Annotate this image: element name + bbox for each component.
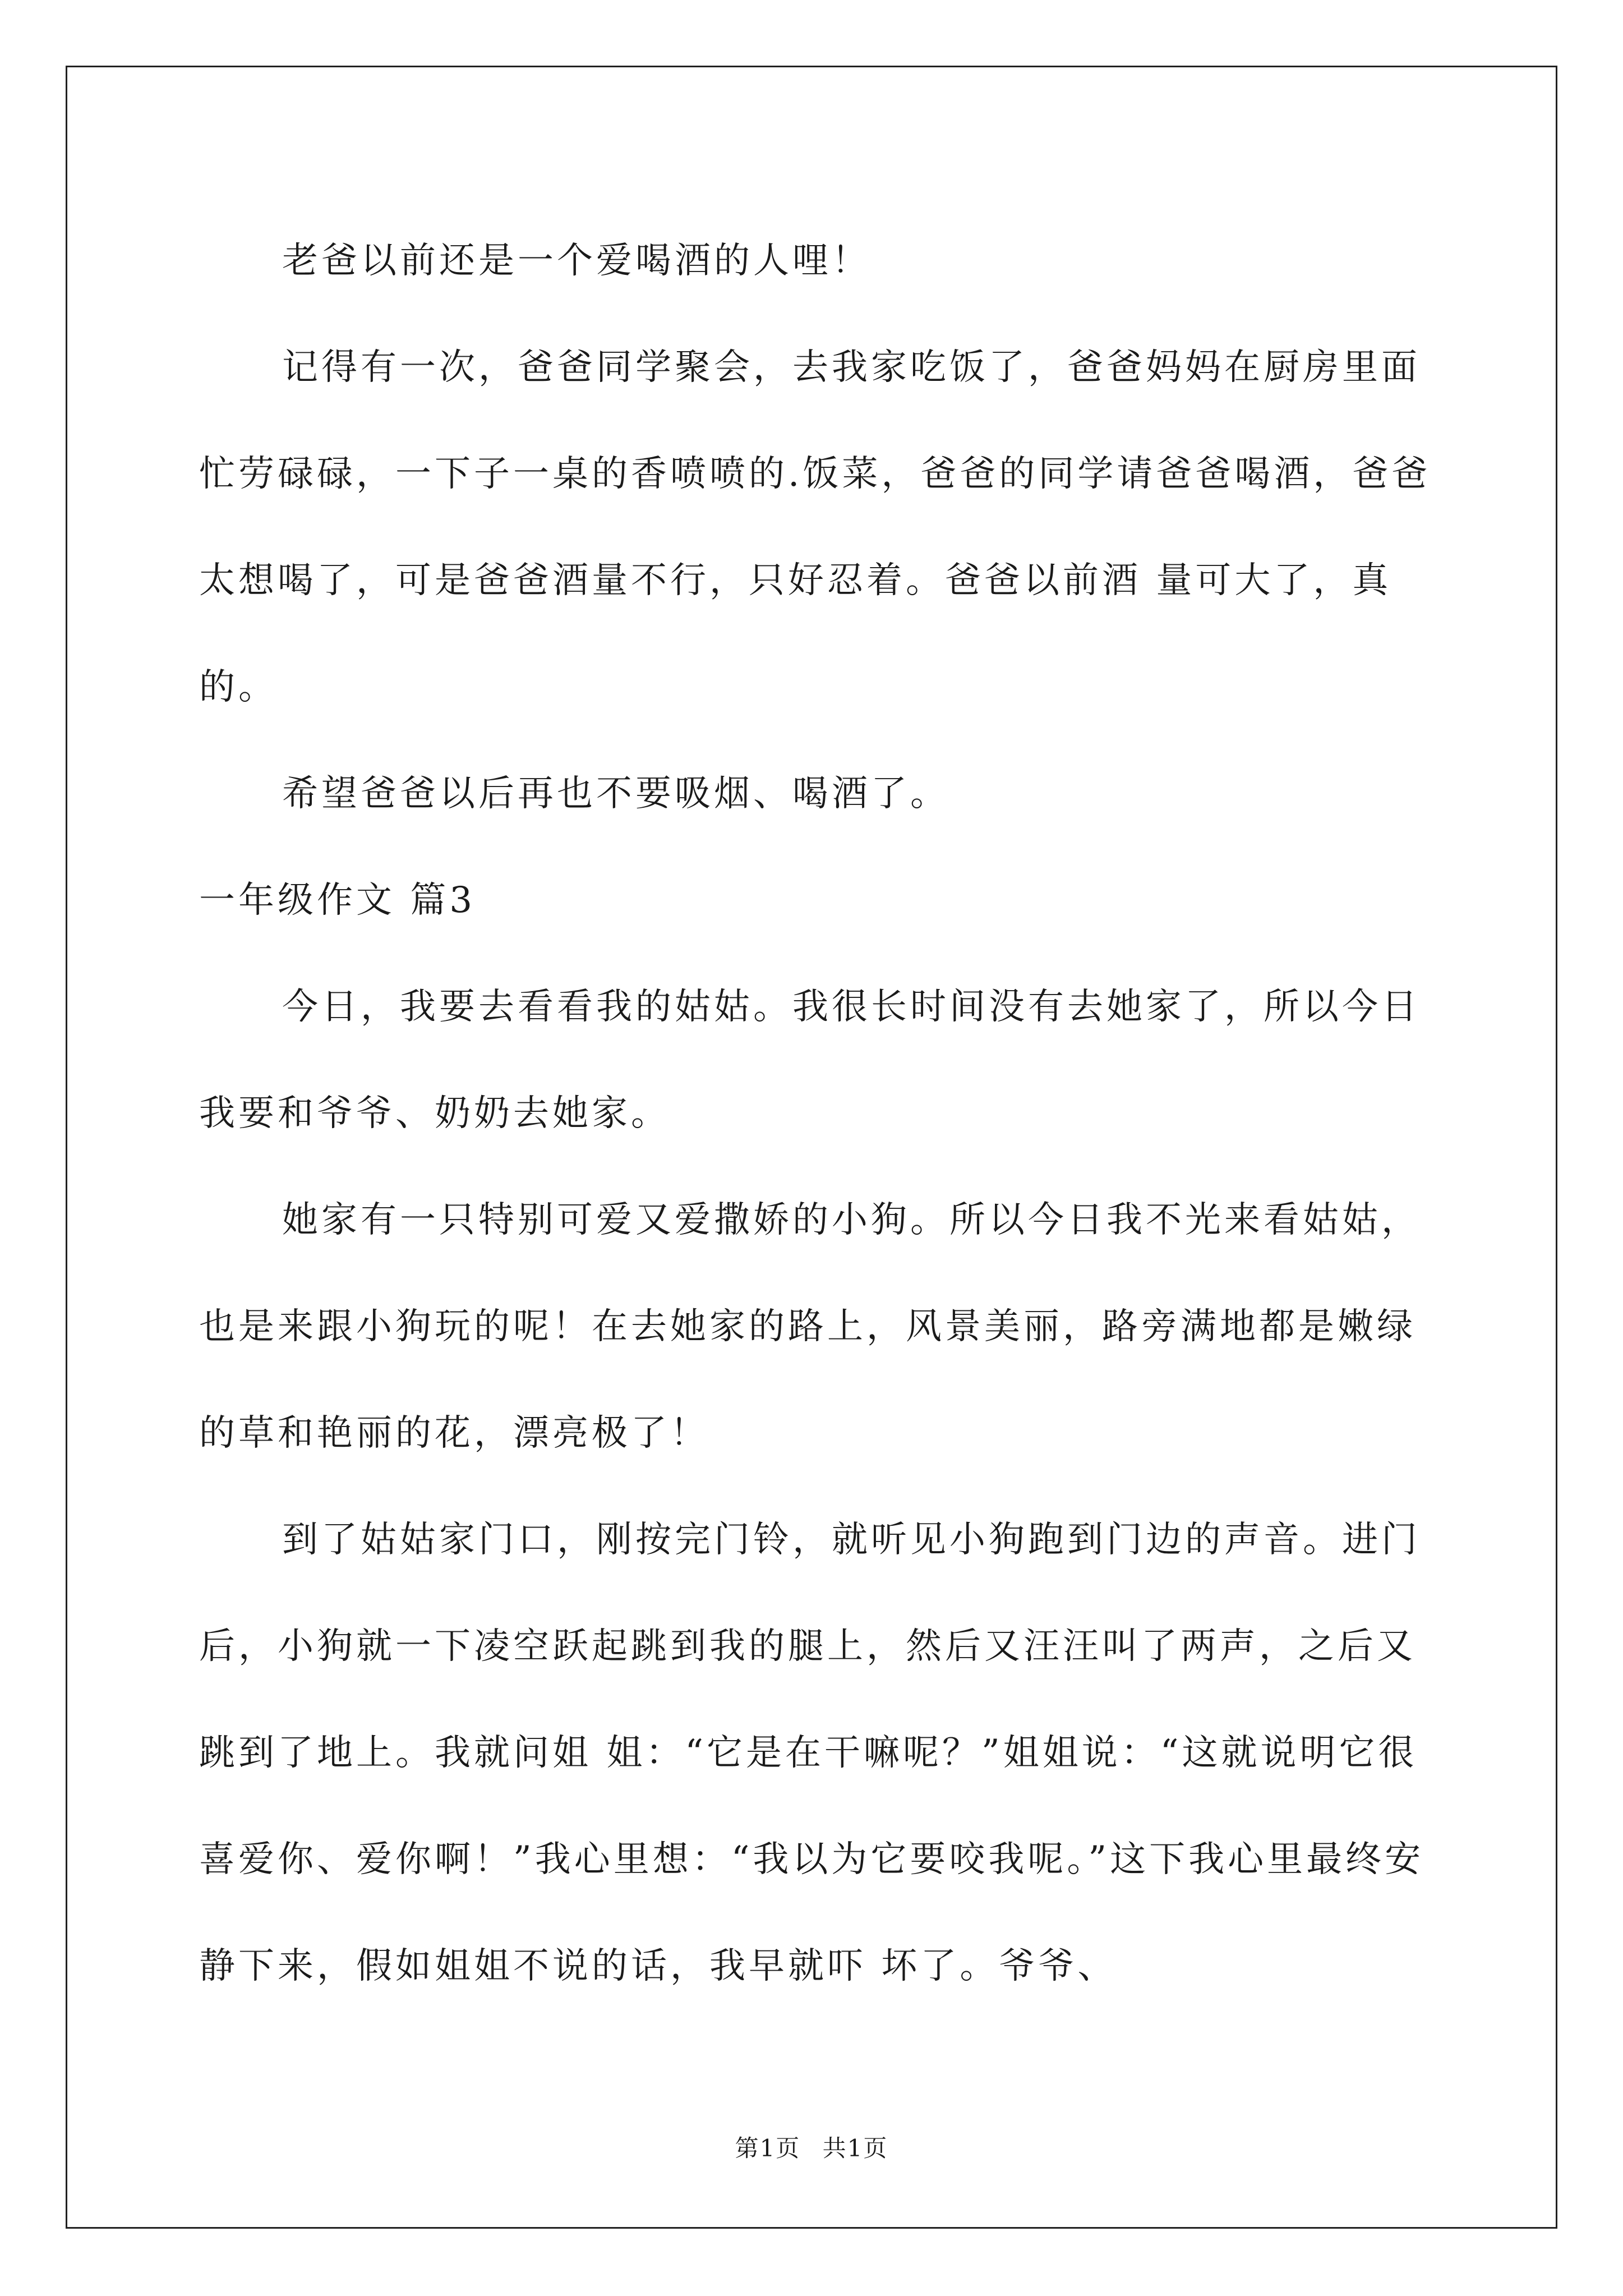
paragraph: 老爸以前还是一个爱喝酒的人哩！: [282, 240, 871, 282]
page-number-current: 第1页: [735, 2134, 801, 2162]
section-heading: 一年级作文 篇3: [199, 880, 476, 921]
paragraph: 今日，我要去看看我的姑姑。我很长时间没有去她家了，所以今日我要和爷爷、奶奶去她家。: [199, 986, 1421, 1134]
paragraph: 她家有一只特别可爱又爱撒娇的小狗。所以今日我不光来看姑姑，也是来跟小狗玩的呢！在去她家的路上，风景美丽，路旁满地都是嫩绿的草和艳丽的花，漂亮极了！: [199, 1199, 1421, 1454]
paragraph: 记得有一次，爸爸同学聚会，去我家吃饭了，爸爸妈妈在厨房里面忙劳碌碌，一下子一桌的香喷喷的.饭菜，爸爸的同学请爸爸喝酒，爸爸太想喝了，可是爸爸酒量不行，只好忍着。爸爸以前酒 量可大了，真的。: [199, 347, 1431, 708]
paragraph: 到了姑姑家门口，刚按完门铃，就听见小狗跑到门边的声音。进门后，小狗就一下凌空跃起跳到我的腿上，然后又汪汪叫了两声，之后又跳到了地上。我就问姐 姐：“它是在干嘛呢？”姐姐说：“这就说明它很喜爱你、爱你啊！”我心里想：“我以为它要咬我呢。”这下我心里最终安静下来，假如姐姐不说的话，我早就吓 坏了。爷爷、: [199, 1519, 1424, 1987]
document-body: [199, 208, 1450, 2019]
paragraph: 希望爸爸以后再也不要吸烟、喝酒了。: [282, 773, 949, 815]
page-number-total: 共1页: [822, 2134, 888, 2162]
page-footer: [0, 2132, 1623, 2165]
